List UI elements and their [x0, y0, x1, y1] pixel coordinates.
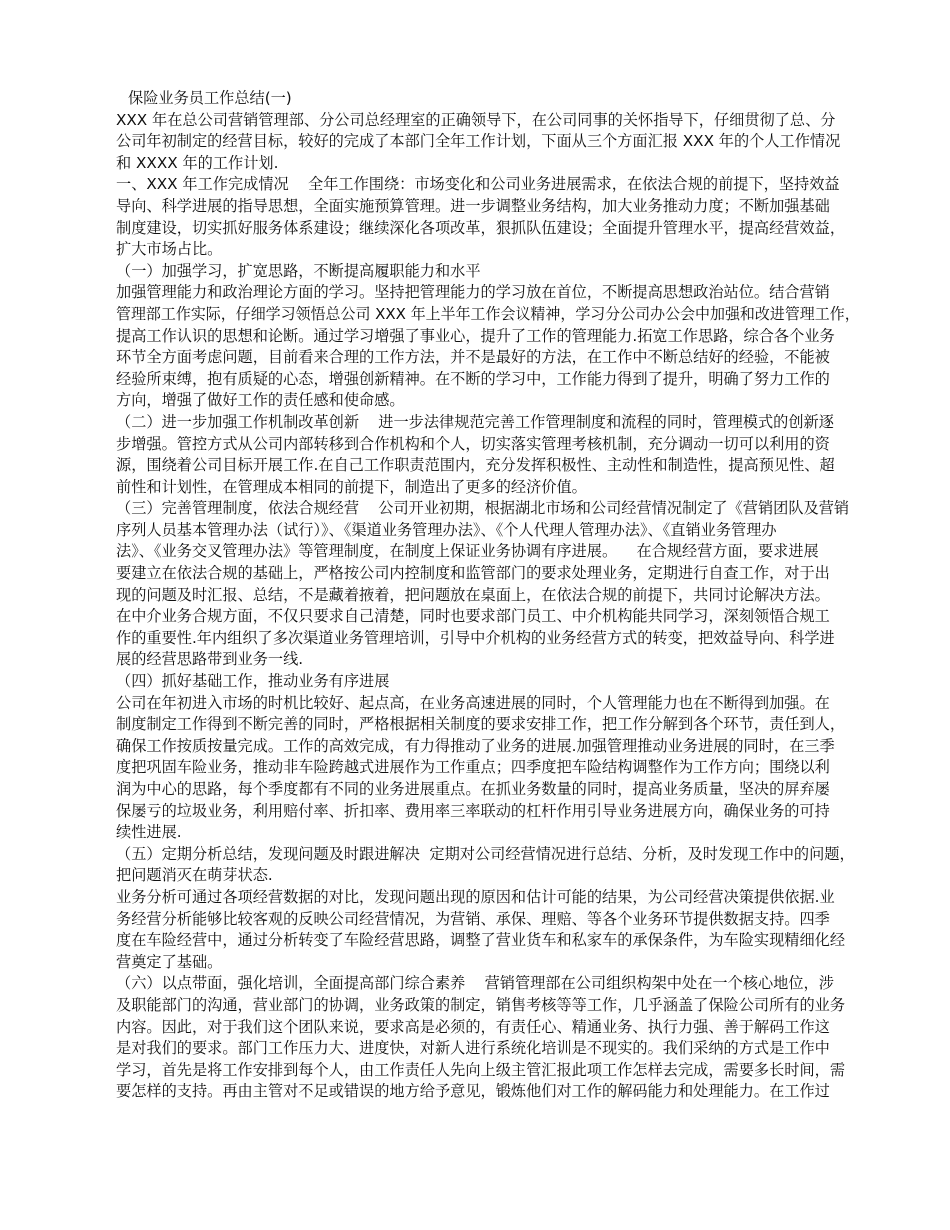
text-line: 和 XXXX 年的工作计划. [116, 153, 279, 172]
text-line: （三）完善管理制度，依法合规经营 公司开业初期，根据湖北市场和公司经营情况制定了《营销团队及营销 [116, 499, 850, 518]
text-line: 保屡亏的垃圾业务，利用赔付率、折扣率、费用率三率联动的杠杆作用引导业务进展方向，确保业务的可持 [116, 801, 830, 820]
text-line: 作的重要性.年内组织了多次渠道业务管理培训，引导中介机构的业务经营方式的转变，把效益导向、科学进 [116, 628, 835, 647]
text-line: 前性和计划性，在管理成本相同的前提下，制造出了更多的经济价值。 [116, 477, 587, 496]
text-line: 展的经营思路带到业务一线. [116, 650, 304, 669]
text-line: 公司年初制定的经营目标，较好的完成了本部门全年工作计划，下面从三个方面汇报 XXX 年的个人工作情况 [116, 132, 841, 151]
text-line: 在中介业务合规方面，不仅只要求自己清楚，同时也要求部门员工、中介机构能共同学习，深刻领悟合规工 [116, 607, 830, 626]
text-line: 业务分析可通过各项经营数据的对比，发现问题出现的原因和估计可能的结果，为公司经营决策提供依据.业 [116, 887, 835, 906]
text-line: 及职能部门的沟通，营业部门的协调，业务政策的制定，销售考核等等工作，几乎涵盖了保险公司所有的业务 [116, 995, 845, 1014]
text-line: 管理部工作实际，仔细学习领悟总公司 XXX 年上半年工作会议精神，学习分公司办公会中加强和改进管理工作， [116, 304, 860, 323]
text-line: 方向，增强了做好工作的责任感和使命感。 [116, 391, 405, 410]
text-line: 一、XXX 年工作完成情况 全年工作围绕：市场变化和公司业务进展需求，在依法合规的前提下，坚持效益 [116, 175, 840, 194]
text-line: 润为中心的思路，每个季度都有不同的业务进展重点。在抓业务数量的同时，提高业务质量，坚决的屏弃屡 [116, 780, 830, 798]
text-line: 确保工作按质按量完成。工作的高效完成，有力得推动了业务的进展.加强管理推动业务进展的同时，在三季 [116, 736, 835, 755]
text-line: 学习，首先是将工作安排到每个人，由工作责任人先向上级主管汇报此项工作怎样去完成，需要多长时间，需 [116, 1060, 845, 1079]
text-line: 内容。因此，对于我们这个团队来说，要求高是必须的，有责任心、精通业务、执行力强、善于解码工作这 [116, 1017, 830, 1036]
text-line: 是对我们的要求。部门工作压力大、进度快，对新人进行系统化培训是不现实的。我们采纳的方式是工作中 [116, 1039, 830, 1058]
text-line: 务经营分析能够比较客观的反映公司经营情况，为营销、承保、理赔、等各个业务环节提供数据支持。四季 [116, 909, 830, 928]
text-line: 制度制定工作得到不断完善的同时，严格根据相关制度的要求安排工作，把工作分解到各个环节，责任到人， [116, 715, 845, 734]
text-line: 制度建设，切实抓好服务体系建设；继续深化各项改革，狠抓队伍建设；全面提升管理水平，提高经营效益， [116, 218, 845, 237]
text-line: 步增强。管控方式从公司内部转移到合作机构和个人，切实落实管理考核机制，充分调动一切可以利用的资 [116, 434, 830, 453]
text-line: 度在车险经营中，通过分析转变了车险经营思路，调整了营业货车和私家车的承保条件，为车险实现精细化经 [116, 931, 845, 950]
text-line: 经验所束缚，抱有质疑的心态，增强创新精神。在不断的学习中，工作能力得到了提升，明确了努力工作的 [116, 369, 830, 388]
text-line: （六）以点带面，强化培训，全面提高部门综合素养 营销管理部在公司组织构架中处在一个核心地位，涉 [116, 974, 834, 993]
document-body [116, 88, 860, 1103]
text-line: 营奠定了基础。 [116, 952, 223, 971]
text-line: 提高工作认识的思想和论断。通过学习增强了事业心，提升了工作的管理能力.拓宽工作思路，综合各个业务 [116, 326, 835, 345]
text-line: 导向、科学进展的指导思想，全面实施预算管理。进一步调整业务结构，加大业务推动力度；不断加强基础 [116, 196, 830, 215]
text-line: 续性进展. [116, 823, 182, 842]
text-line: XXX 年在总公司营销管理部、分公司总经理室的正确领导下，在公司同事的关怀指导下，仔细贯彻了总、分 [116, 110, 836, 129]
text-line: 把问题消灭在萌芽状态. [116, 866, 273, 885]
text-line: （四）抓好基础工作，推动业务有序进展 [116, 672, 390, 691]
document-title: 保险业务员工作总结(一) [128, 89, 292, 107]
text-line: 公司在年初进入市场的时机比较好、起点高，在业务高速进展的同时，个人管理能力也在不断得到加强。在 [116, 693, 830, 712]
document-text [116, 110, 860, 1103]
text-line: 序列人员基本管理办法（试行）》、《渠道业务管理办法》、《个人代理人管理办法》、《直销业务管理办 [116, 520, 777, 539]
text-line: （二）进一步加强工作机制改革创新 进一步法律规范完善工作管理制度和流程的同时，管理模式的创新逐 [116, 412, 834, 431]
text-line: 扩大市场占比。 [116, 240, 223, 259]
text-line: 现的问题及时汇报、总结，不是藏着掖着，把问题放在桌面上，在依法合规的前提下，共同讨论解决方法。 [116, 585, 830, 604]
text-line: 要怎样的支持。再由主管对不足或错误的地方给予意见，锻炼他们对工作的解码能力和处理能力。在工作过 [116, 1082, 830, 1101]
text-line: （一）加强学习，扩宽思路，不断提高履职能力和水平 [116, 261, 481, 280]
text-line: （五）定期分析总结，发现问题及时跟进解决 定期对公司经营情况进行总结、分析，及时发现工作中的问题， [116, 844, 855, 863]
text-line: 源，围绕着公司目标开展工作.在自己工作职责范围内，充分发挥积极性、主动性和制造性，提高预见性、超 [116, 456, 835, 475]
text-line: 加强管理能力和政治理论方面的学习。坚持把管理能力的学习放在首位，不断提高思想政治站位。结合营销 [116, 283, 830, 302]
text-line: 环节全方面考虑问题，目前看来合理的工作方法，并不是最好的方法，在工作中不断总结好的经验，不能被 [116, 348, 830, 367]
text-line: 法》、《业务交叉管理办法》等管理制度，在制度上保证业务协调有序进展。 在合规经营方面，要求进展 [116, 542, 819, 561]
text-line: 要建立在依法合规的基础上，严格按公司内控制度和监管部门的要求处理业务，定期进行自查工作，对于出 [116, 564, 830, 583]
text-line: 度把巩固车险业务，推动非车险跨越式进展作为工作重点；四季度把车险结构调整作为工作方向；围绕以利 [116, 758, 830, 777]
